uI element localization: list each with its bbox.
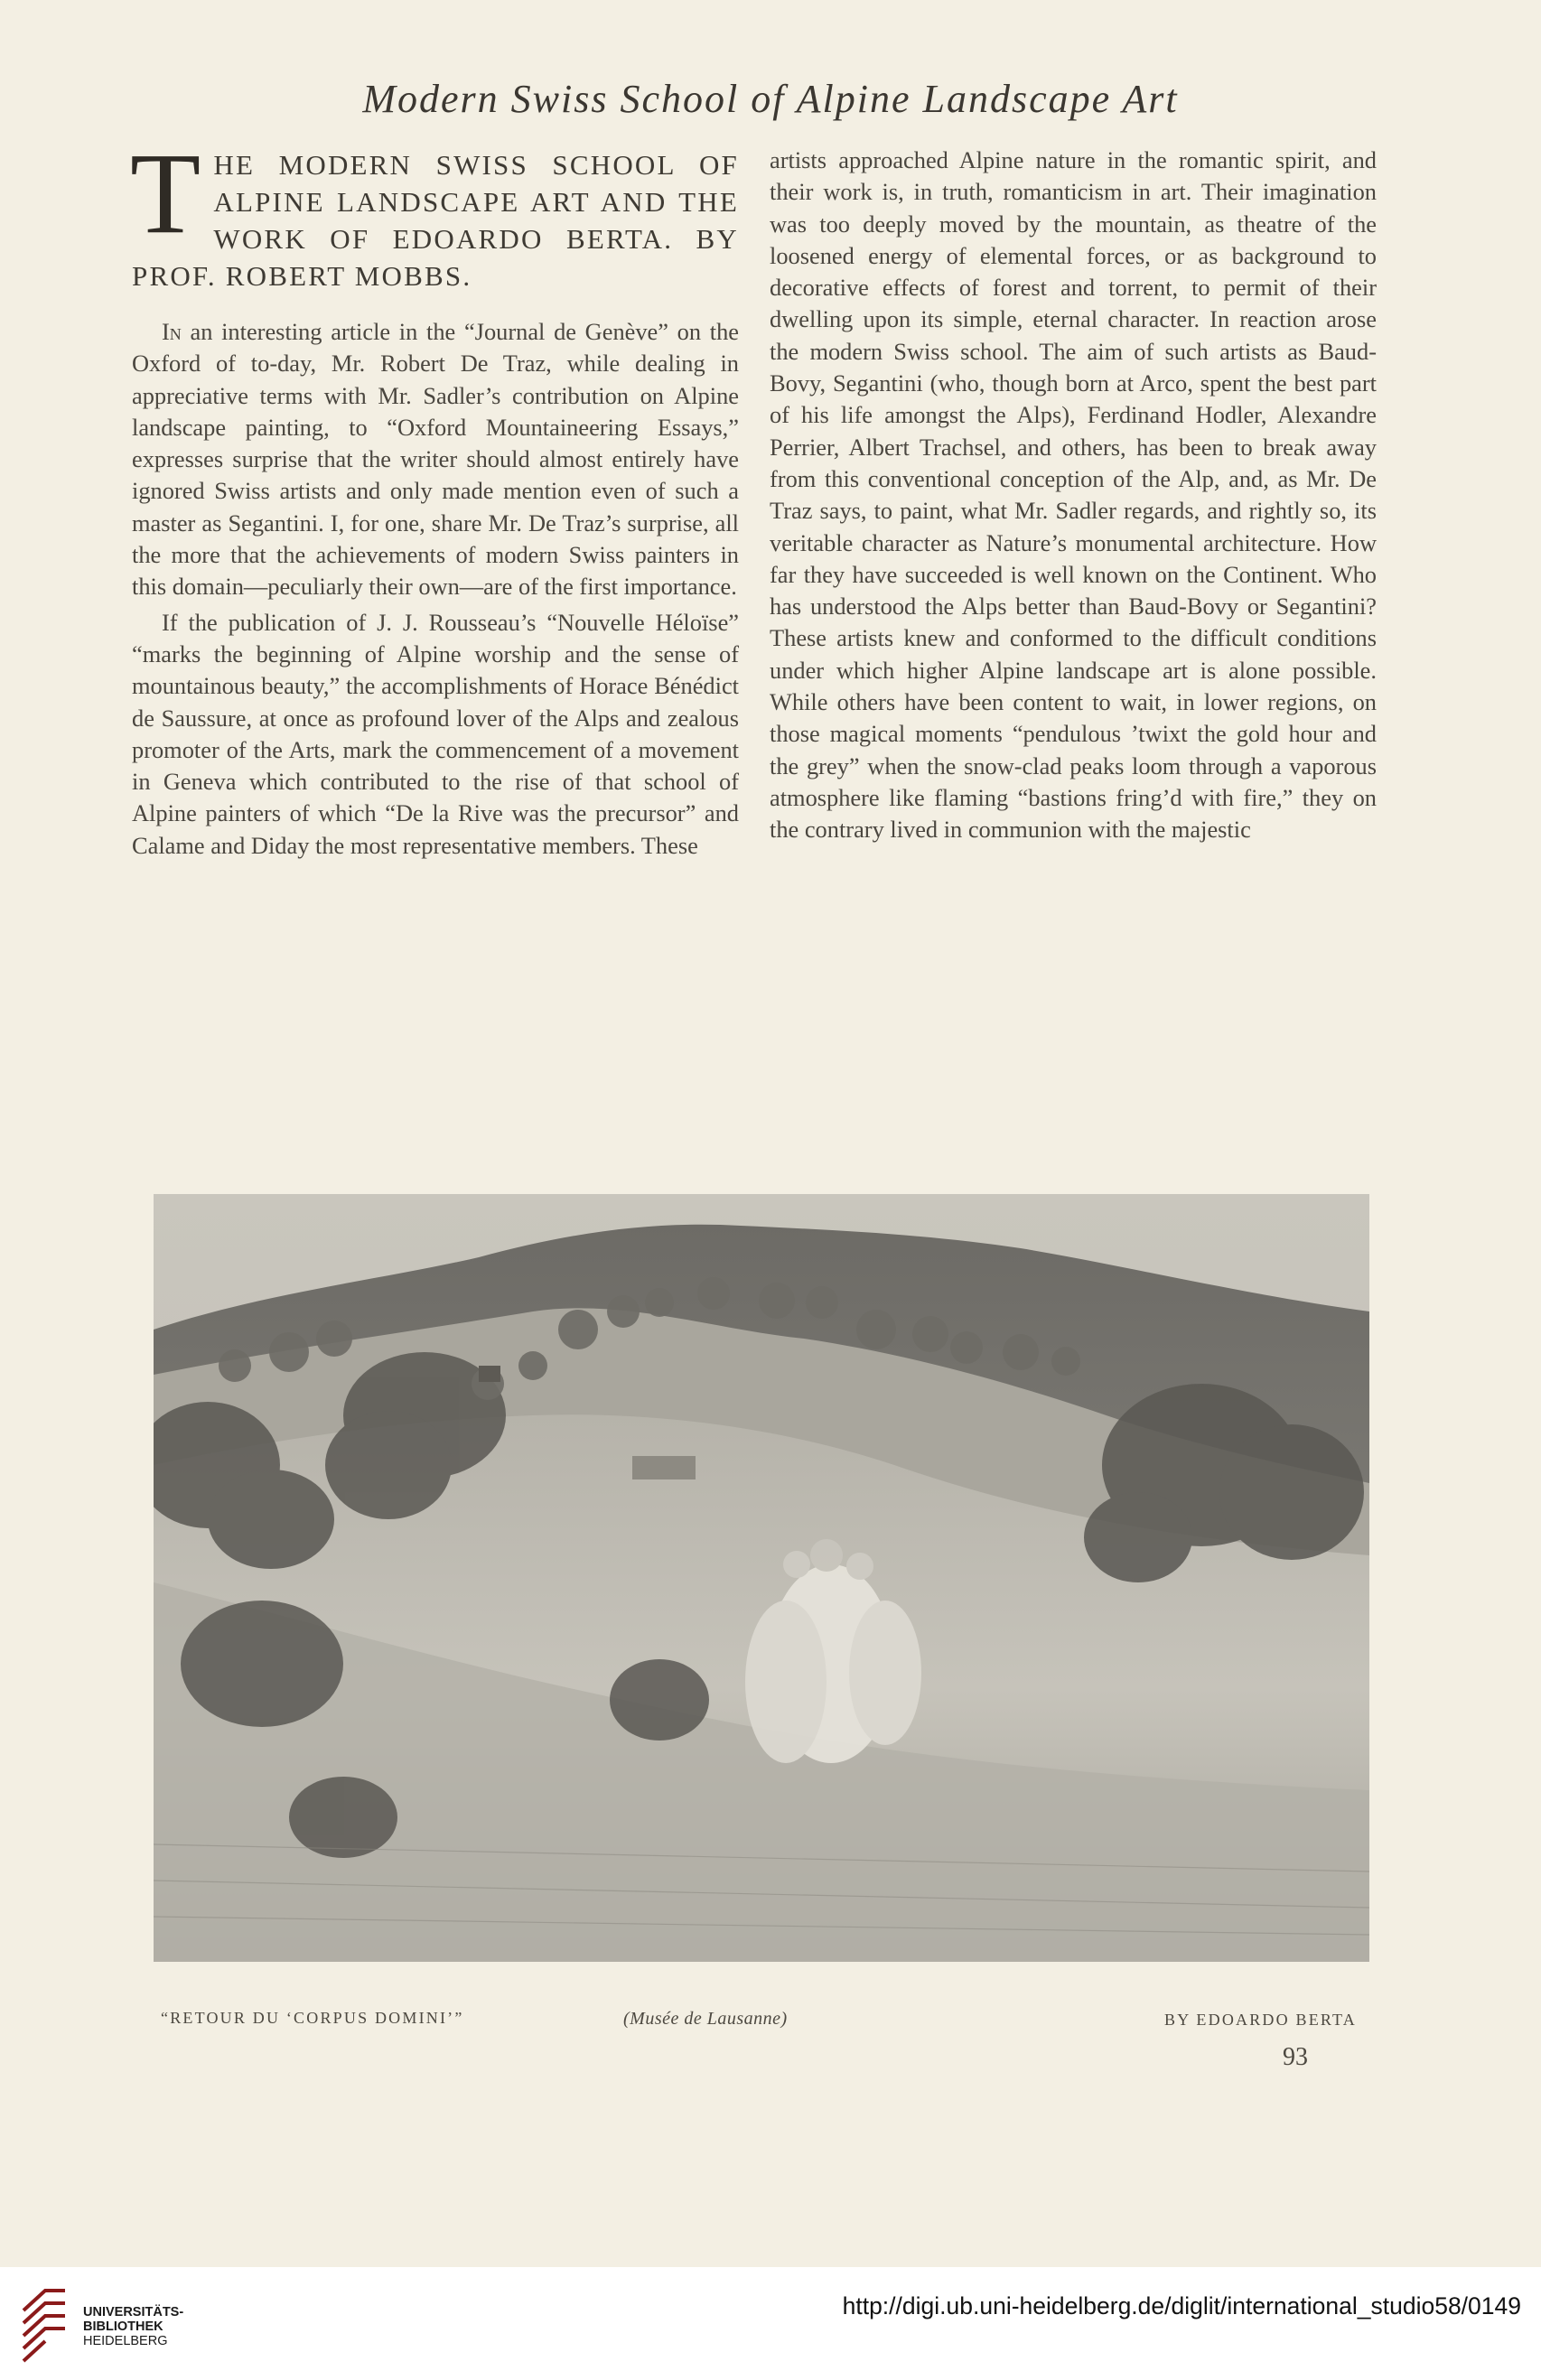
paragraph-1-text: an interesting article in the “Journal de Genève” on the Oxford of to-day, Mr. Robert De Traz, while dealing in appreciative terms with Mr. Sadler’s contribution on Alpine landscape painting, to “Oxford Mountaineering Essays,” expresses surprise that the writer should almost entirely have ignored Swiss artists and only made mention even of such a master as Segantini. I, for one, share Mr. De Traz’s surprise, all the more that the achievements of modern Swiss painters in this domain—peculiarly their own—are of the first importance. xyxy=(132,318,739,601)
running-head: Modern Swiss School of Alpine Landscape Art xyxy=(362,77,1179,121)
library-name-line1: UNIVERSITÄTS- xyxy=(83,2305,184,2319)
library-name-line2: BIBLIOTHEK xyxy=(83,2319,163,2334)
article-title xyxy=(130,129,739,294)
plate-caption xyxy=(154,2009,1369,2036)
painting-plate xyxy=(154,1194,1369,1962)
page-number: 93 xyxy=(1283,2043,1308,2071)
paragraph-1-lead: In xyxy=(162,318,182,345)
paragraph-1 xyxy=(132,316,739,603)
painting-image xyxy=(154,1194,1369,1962)
right-column xyxy=(770,145,1377,846)
footer-bar xyxy=(0,2267,1541,2380)
source-url[interactable]: http://digi.ub.uni-heidelberg.de/diglit/international_studio58/0149 xyxy=(842,2292,1521,2319)
article-title-text: HE MODERN SWISS SCHOOL OF ALPINE LANDSCAPE ART AND THE WORK OF EDOARDO BERTA. BY PROF. ROBERT MOBBS. xyxy=(132,149,739,292)
drop-cap: T xyxy=(130,129,203,257)
paragraph-2: If the publication of J. J. Rousseau’s “Nouvelle Héloïse” “marks the beginning of Alpine worship and the sense of mountainous beauty,” the accomplishments of Horace Bénédict de Saussure, at once as profound lover of the Alps and zealous promoter of the Arts, mark the commencement of a movement in Geneva which contributed to the rise of that school of Alpine painters of which “De la Rive was the precursor” and Calame and Diday the most representative members. These xyxy=(132,608,739,859)
library-name-line3: HEIDELBERG xyxy=(83,2334,168,2348)
library-name xyxy=(83,2305,183,2348)
library-logo-icon xyxy=(18,2283,70,2363)
caption-title: “RETOUR DU ‘CORPUS DOMINI’” xyxy=(161,2009,464,2027)
caption-artist: BY EDOARDO BERTA xyxy=(1163,2011,1357,2029)
left-column xyxy=(130,129,739,862)
paragraph-3: artists approached Alpine nature in the romantic spirit, and their work is, in truth, romanticism in art. Their imagination was too deeply moved by the mountain, as theatre of the loosened energy of elemental forces, or as background to decorative effects of forest and torrent, to permit of their dwelling upon its simple, eternal character. In reaction arose the modern Swiss school. The aim of such artists as Baud-Bovy, Segantini (who, though born at Arco, spent the best part of his life amongst the Alps), Ferdinand Hodler, Alexandre Perrier, Albert Trachsel, and others, has been to break away from this conventional conception of the Alp, and, as Mr. De Traz says, to paint, what Mr. Sadler regards, and rightly so, its veritable character as Nature’s monumental architecture. How far they have succeeded is well known on the Continent. Who has understood the Alps better than Baud-Bovy or Segantini? These artists knew and conformed to the difficult conditions under which higher Alpine landscape art is alone possible. While others have been content to wait, in lower regions, on those magical moments “pendulous ’twixt the gold hour and the grey” when the snow-clad peaks loom through a vaporous atmosphere like flaming “bastions fring’d with fire,” they on the contrary lived in communion with the majestic xyxy=(770,146,1377,844)
caption-location: (Musée de Lausanne) xyxy=(623,2009,788,2029)
